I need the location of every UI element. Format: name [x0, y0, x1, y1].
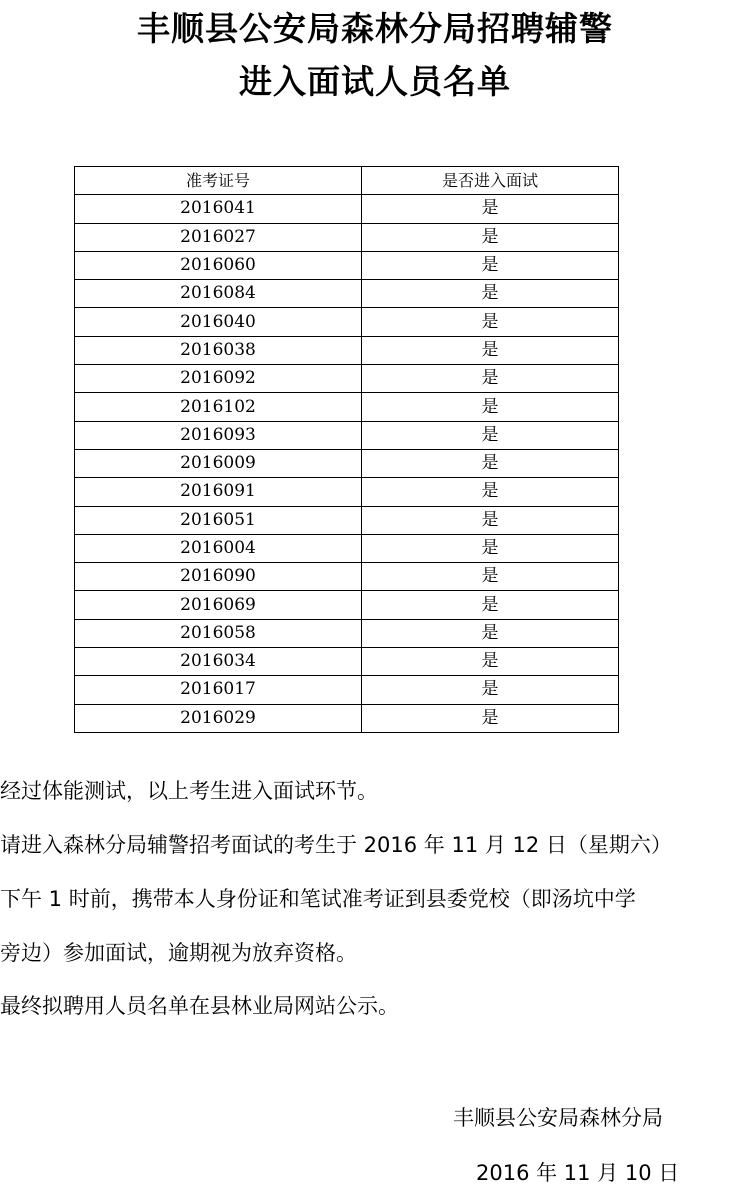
table-row: [75, 336, 619, 364]
interview-status-cell: 是: [362, 308, 619, 336]
interview-status-cell: 是: [362, 195, 619, 223]
interview-status-cell: 是: [362, 251, 619, 279]
table-body: [75, 195, 619, 733]
exam-id-cell: 2016038: [75, 336, 362, 364]
table-row: [75, 648, 619, 676]
notice-paragraph-3: 下午 1 时前，携带本人身份证和笔试准考证到县委党校（即汤坑中学: [0, 887, 636, 911]
exam-id-cell: 2016102: [75, 393, 362, 421]
table-row: [75, 393, 619, 421]
table-row: [75, 619, 619, 647]
exam-id-cell: 2016009: [75, 449, 362, 477]
exam-id-cell: 2016034: [75, 648, 362, 676]
table-row: [75, 251, 619, 279]
exam-id-cell: 2016060: [75, 251, 362, 279]
table-row: [75, 195, 619, 223]
exam-id-cell: 2016004: [75, 534, 362, 562]
title-line-2: 进入面试人员名单: [239, 62, 511, 101]
exam-id-cell: 2016058: [75, 619, 362, 647]
interview-status-cell: 是: [362, 591, 619, 619]
table-row: [75, 506, 619, 534]
table-row: [75, 280, 619, 308]
exam-id-cell: 2016029: [75, 704, 362, 732]
exam-id-cell: 2016093: [75, 421, 362, 449]
exam-id-cell: 2016017: [75, 676, 362, 704]
interview-status-cell: 是: [362, 223, 619, 251]
title-line-1: 丰顺县公安局森林分局招聘辅警: [137, 9, 613, 48]
table-header-row: [75, 167, 619, 195]
interview-list-table: [74, 166, 619, 733]
interview-status-cell: 是: [362, 648, 619, 676]
table-row: [75, 223, 619, 251]
table-row: [75, 421, 619, 449]
exam-id-cell: 2016084: [75, 280, 362, 308]
interview-status-cell: 是: [362, 393, 619, 421]
interview-status-cell: 是: [362, 704, 619, 732]
interview-status-cell: 是: [362, 619, 619, 647]
table-row: [75, 676, 619, 704]
table-row: [75, 365, 619, 393]
exam-id-cell: 2016027: [75, 223, 362, 251]
interview-status-cell: 是: [362, 534, 619, 562]
interview-status-cell: 是: [362, 676, 619, 704]
interview-status-cell: 是: [362, 421, 619, 449]
exam-id-cell: 2016051: [75, 506, 362, 534]
interview-status-cell: 是: [362, 280, 619, 308]
signature-date: 2016 年 11 月 10 日: [476, 1161, 680, 1185]
notice-paragraph-2: 请进入森林分局辅警招考面试的考生于 2016 年 11 月 12 日（星期六）: [0, 833, 672, 857]
interview-status-cell: 是: [362, 563, 619, 591]
signature-organization: 丰顺县公安局森林分局: [453, 1106, 663, 1130]
table-row: [75, 449, 619, 477]
interview-status-cell: 是: [362, 506, 619, 534]
table-row: [75, 534, 619, 562]
table-row: [75, 704, 619, 732]
exam-id-cell: 2016041: [75, 195, 362, 223]
interview-status-cell: 是: [362, 449, 619, 477]
exam-id-cell: 2016069: [75, 591, 362, 619]
exam-id-cell: 2016091: [75, 478, 362, 506]
table-row: [75, 478, 619, 506]
interview-status-cell: 是: [362, 478, 619, 506]
table-row: [75, 308, 619, 336]
notice-paragraph-1: 经过体能测试，以上考生进入面试环节。: [0, 779, 378, 803]
table-row: [75, 563, 619, 591]
table-row: [75, 591, 619, 619]
notice-paragraph-4: 旁边）参加面试，逾期视为放弃资格。: [0, 941, 357, 965]
header-interview-status: 是否进入面试: [362, 167, 619, 195]
exam-id-cell: 2016090: [75, 563, 362, 591]
header-exam-id: 准考证号: [75, 167, 362, 195]
notice-paragraph-5: 最终拟聘用人员名单在县林业局网站公示。: [0, 994, 399, 1018]
exam-id-cell: 2016040: [75, 308, 362, 336]
exam-id-cell: 2016092: [75, 365, 362, 393]
interview-status-cell: 是: [362, 336, 619, 364]
interview-status-cell: 是: [362, 365, 619, 393]
